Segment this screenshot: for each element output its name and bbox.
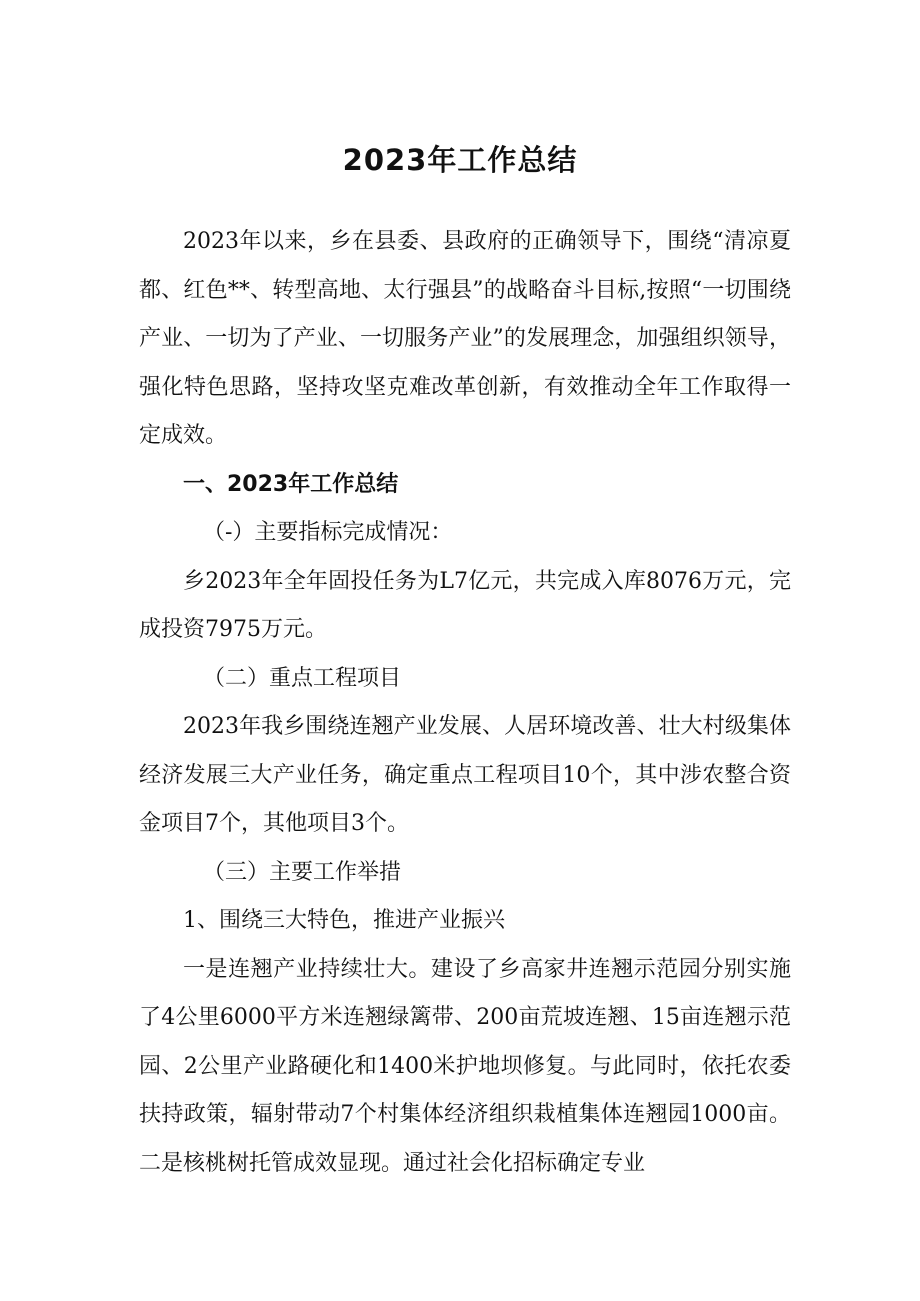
subsection-text-2: 2023年我乡围绕连翘产业发展、人居环境改善、壮大村级集体经济发展三大产业任务，确定重点工程项目10个，其中涉农整合资金项目7个，其他项目3个。	[139, 714, 791, 836]
intro-paragraph: 2023年以来，乡在县委、县政府的正确领导下，围绕“清凉夏都、红色**、转型高地、太行强县”的战略奋斗目标,按照“一切围绕产业、一切为了产业、一切服务产业”的发展理念，加强组织领导，强化特色思路，坚持攻坚克难改革创新，有效推动全年工作取得一定成效。	[139, 229, 791, 448]
subsection-heading-3: （三）主要工作举措	[203, 859, 402, 885]
item-heading-1: 1、围绕三大特色，推进产业振兴	[183, 908, 505, 933]
subsection-heading-2: （二）重点工程项目	[203, 665, 402, 691]
item-text-1: 一是连翘产业持续壮大。建设了乡高家井连翘示范园分别实施了4公里6000平方米连翘绿篱带、200亩荒坡连翘、15亩连翘示范园、2公里产业路硬化和1400米护地坝修复。与此同时，依托农委扶持政策，辐射带动7个村集体经济组织栽植集体连翘园1000亩。二是核桃树托管成效显现。通过社会化招标确定专业	[139, 956, 791, 1176]
section-heading: 一、2023年工作总结	[183, 471, 399, 497]
subsection-text-1: 乡2023年全年固投任务为L7亿元，共完成入库8076万元，完成投资7975万元。	[139, 568, 791, 642]
document-body	[139, 218, 791, 1188]
document-title: 2023年工作总结	[342, 143, 578, 177]
subsection-heading-1: （-）主要指标完成情况：	[203, 520, 453, 545]
